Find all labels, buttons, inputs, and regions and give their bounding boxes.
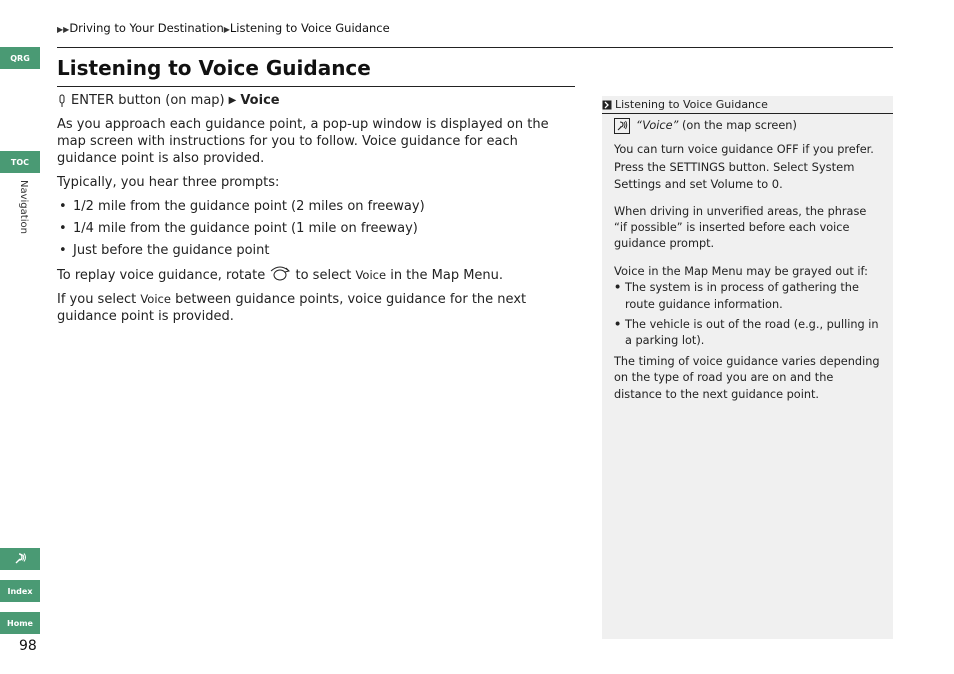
nav-path-start: ENTER button (on map) — [71, 93, 225, 108]
voice-off-text-3: to — [756, 178, 769, 192]
nav-path — [57, 92, 579, 109]
header-divider — [57, 47, 893, 48]
volume-label: Volume — [710, 177, 754, 192]
voice-command-note: (on the map screen) — [682, 119, 797, 132]
voice-command-icon — [614, 118, 630, 134]
section-label: Navigation — [18, 180, 29, 234]
grayed-out-list — [614, 280, 881, 350]
qrg-tab-label: QRG — [10, 53, 30, 63]
qrg-tab[interactable] — [0, 47, 40, 69]
title-divider — [57, 86, 575, 87]
unverified-note: When driving in unverified areas, the phrase “if possible” is inserted before each voice guidance prompt. — [614, 204, 867, 251]
grayed-out-text: in the Map Menu may be grayed out if: — [648, 264, 868, 278]
breadcrumb — [57, 21, 390, 35]
toc-tab[interactable] — [0, 151, 40, 173]
intro-paragraph: As you approach each guidance point, a pop-up window is displayed on the map screen with instructions for you to follow. Voice guidance for each guidance point is also provided. — [57, 117, 549, 166]
grayed-out-intro — [614, 263, 881, 280]
voice-command-text: “Voice” — [636, 119, 679, 132]
replay-text-mid: to select — [295, 268, 352, 283]
index-tab-label: Index — [7, 586, 33, 596]
voice-menu-item: Voice — [614, 263, 645, 278]
prompt-list — [57, 198, 579, 259]
home-tab[interactable] — [0, 612, 40, 634]
voice-tab-icon — [13, 552, 27, 566]
replay-text-pre: To replay voice guidance, rotate — [57, 268, 266, 283]
interface-dial-icon — [269, 265, 291, 281]
arrow-right-icon: ▶ — [228, 95, 237, 106]
nav-path-end: Voice — [240, 93, 280, 108]
volume-zero-value: 0 — [771, 177, 780, 192]
list-item: • Just before the guidance point — [57, 242, 579, 259]
replay-text-post: in the Map Menu. — [390, 268, 504, 283]
breadcrumb-current: Listening to Voice Guidance — [229, 21, 390, 35]
voice-off-text-1: You can turn voice guidance OFF if you prefer. Press the SETTINGS button. Select — [614, 143, 874, 174]
voice-off-period: . — [779, 178, 783, 192]
list-item: • 1/4 mile from the guidance point (1 mile on freeway) — [57, 220, 579, 237]
index-tab[interactable] — [0, 580, 40, 602]
hint-box-icon — [602, 100, 612, 110]
voice-command-line — [614, 118, 881, 134]
microphone-icon — [57, 94, 67, 108]
voice-command-tab[interactable] — [0, 548, 40, 570]
select-text-post: between guidance points, voice guidance for the next guidance point is provided. — [57, 292, 527, 324]
notes-heading — [602, 96, 893, 114]
select-text-pre: If you select — [57, 292, 137, 307]
home-tab-label: Home — [7, 618, 33, 628]
voice-off-note — [614, 142, 881, 193]
select-paragraph — [57, 291, 579, 325]
main-content — [57, 92, 579, 332]
list-item: • The system is in process of gathering the route guidance information. — [614, 280, 881, 313]
timing-note: The timing of voice guidance varies depending on the type of road you are on and the distance to the next guidance point. — [614, 354, 880, 401]
notes-panel — [602, 96, 893, 639]
voice-menu-item: Voice — [140, 292, 171, 306]
page-number: 98 — [19, 638, 37, 654]
notes-heading-text: Listening to Voice Guidance — [615, 98, 768, 111]
list-item: • The vehicle is out of the road (e.g., pulling in a parking lot). — [614, 317, 881, 350]
double-arrow-icon: ▶▶ — [57, 25, 70, 34]
system-settings-label: System Settings — [614, 159, 855, 192]
breadcrumb-link-driving[interactable]: Driving to Your Destination — [69, 21, 224, 35]
prompts-intro: Typically, you hear three prompts: — [57, 175, 280, 190]
replay-paragraph — [57, 265, 579, 284]
page-title: Listening to Voice Guidance — [57, 56, 371, 80]
toc-tab-label: TOC — [10, 157, 30, 167]
list-item: • 1/2 mile from the guidance point (2 miles on freeway) — [57, 198, 579, 215]
arrow-right-icon: ▶ — [223, 25, 230, 34]
voice-off-text-2: and set — [664, 178, 707, 192]
voice-menu-item: Voice — [355, 268, 387, 282]
